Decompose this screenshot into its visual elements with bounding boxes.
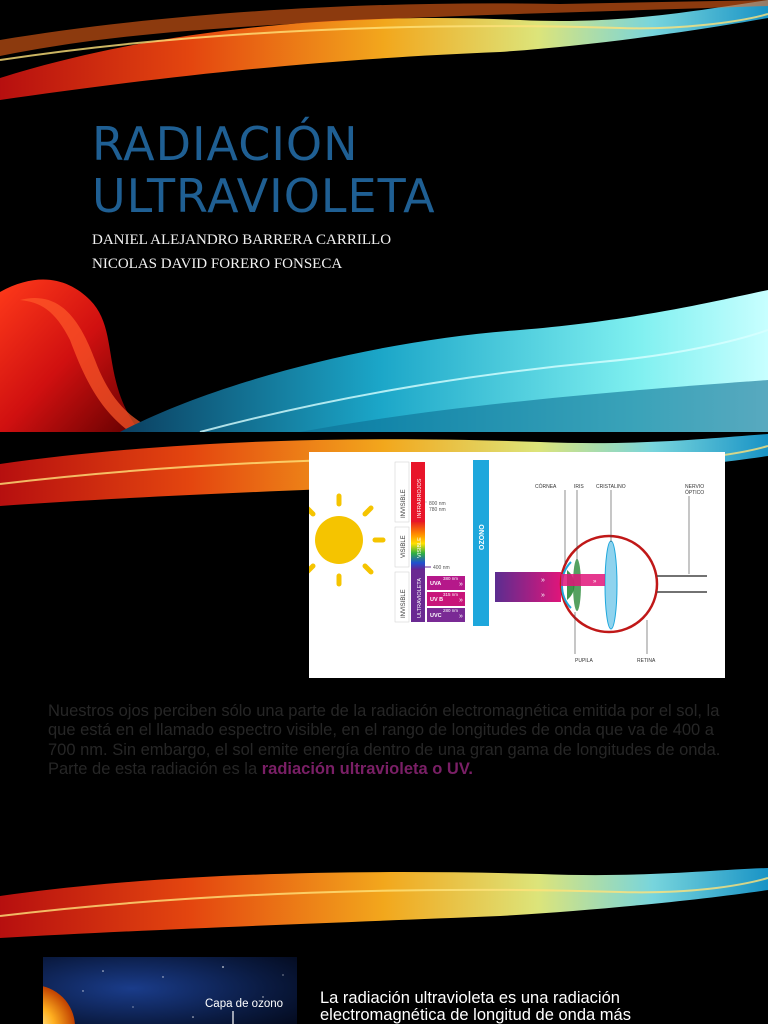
sun-icon xyxy=(309,496,383,584)
svg-text:»: » xyxy=(459,613,463,620)
eye-cross-section xyxy=(561,536,707,632)
label-retina: RETINA xyxy=(637,658,656,664)
uv-definition-text: La radiación ultravioleta es una radiación electromagnética de longitud de onda más xyxy=(320,989,631,1024)
label-uva: UVA xyxy=(430,581,442,587)
label-400nm: 400 nm xyxy=(433,565,450,571)
label-uvc: UVC xyxy=(430,613,442,619)
title-line-1: RADIACIÓN xyxy=(92,117,359,171)
label-invisible-bottom: INVISIBLE xyxy=(401,589,407,618)
paragraph-highlight: radiación ultravioleta o UV. xyxy=(261,759,473,778)
author-1: DANIEL ALEJANDRO BARRERA CARRILLO xyxy=(92,232,392,248)
uv-spectrum-eye-diagram xyxy=(309,452,725,678)
definition-slide xyxy=(0,868,768,1024)
decorative-swoosh-graphic xyxy=(0,868,768,948)
svg-text:»: » xyxy=(541,577,545,584)
label-uva-nm: 380 nm xyxy=(443,576,459,581)
label-uvb-nm: 315 nm xyxy=(443,592,459,597)
spectrum-slide xyxy=(0,434,768,866)
label-visible-inner: VISIBLE xyxy=(417,537,423,558)
label-800nm: 800 nm xyxy=(429,501,446,507)
title-line-2: ULTRAVIOLETA xyxy=(92,169,436,223)
label-cristalino: CRISTALINO xyxy=(596,484,626,490)
svg-text:»: » xyxy=(541,592,545,599)
label-cornea: CÓRNEA xyxy=(535,484,557,490)
label-ultraviolet: ULTRAVIOLETA xyxy=(417,577,423,618)
label-pupila: PUPILA xyxy=(575,658,593,664)
author-2: NICOLAS DAVID FORERO FONSECA xyxy=(92,256,343,272)
ozone-image-label: Capa de ozono xyxy=(205,998,284,1010)
title-slide xyxy=(0,0,768,432)
spectrum-paragraph xyxy=(48,702,738,779)
presentation-title xyxy=(92,118,436,222)
label-optico: ÓPTICO xyxy=(685,490,705,496)
label-uvb: UV B xyxy=(430,597,444,603)
label-infrared: INFRARROJOS xyxy=(417,478,423,518)
label-nervio: NERVIO xyxy=(685,484,705,490)
label-iris: IRIS xyxy=(574,484,584,490)
ozone-layer-image xyxy=(43,957,297,1024)
label-uvc-nm: 280 nm xyxy=(443,608,459,613)
label-780nm: 780 nm xyxy=(429,507,446,513)
label-ozone: OZONO xyxy=(479,524,486,550)
label-visible: VISIBLE xyxy=(401,535,407,558)
svg-text:»: » xyxy=(459,581,463,588)
svg-text:»: » xyxy=(593,579,597,585)
svg-text:»: » xyxy=(459,597,463,604)
label-invisible-top: INVISIBLE xyxy=(401,489,407,518)
paragraph-text: Nuestros ojos perciben sólo una parte de la radiación electromagnética emitida por el sol, la que está en el llamado espectro visible, en el rango de longitudes de onda que va de 400 a 700 nm. Sin embargo, el sol emite energía dentro de una gran gama de longitudes de onda. Parte de esta radiación es la xyxy=(48,702,721,778)
uv-beam xyxy=(495,572,561,602)
